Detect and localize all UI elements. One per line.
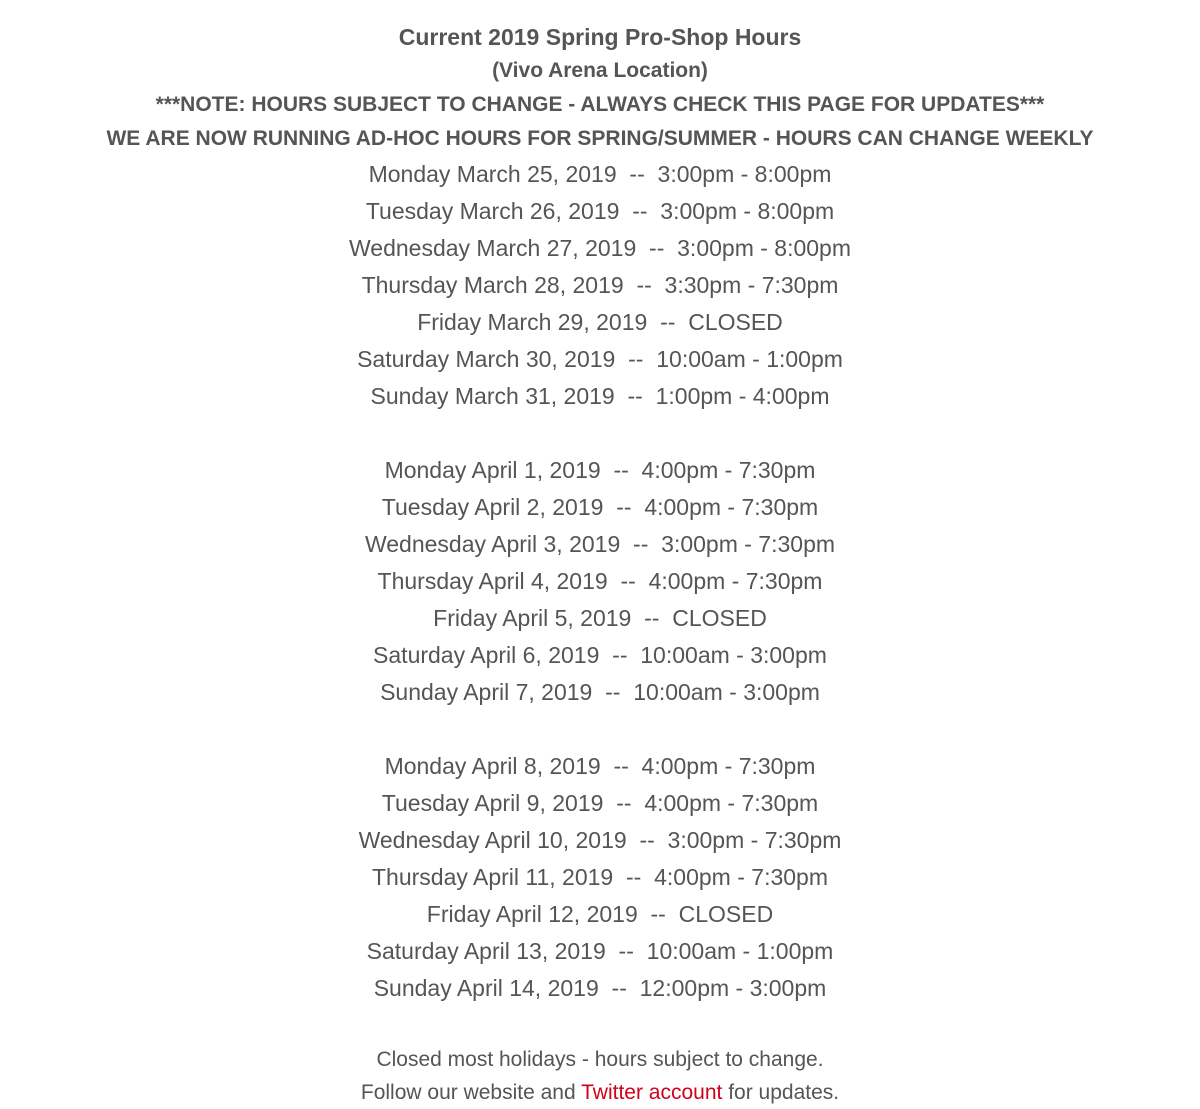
separator: -- xyxy=(636,272,652,298)
day-hours-row xyxy=(0,748,1200,785)
day-hours-row xyxy=(0,193,1200,230)
day-hours: 12:00pm - 3:00pm xyxy=(639,975,827,1001)
day-hours-row xyxy=(0,637,1200,674)
page-title: Current 2019 Spring Pro-Shop Hours xyxy=(398,24,802,50)
day-hours: 3:00pm - 7:30pm xyxy=(667,827,842,853)
day-hours-row xyxy=(0,341,1200,378)
day-hours-row xyxy=(0,230,1200,267)
separator: -- xyxy=(613,457,629,483)
day-hours-row xyxy=(0,785,1200,822)
day-date: Monday April 8, 2019 xyxy=(384,753,601,779)
day-hours: 4:00pm - 7:30pm xyxy=(648,568,823,594)
day-hours-row xyxy=(0,600,1200,637)
twitter-account-link[interactable]: Twitter account xyxy=(581,1081,723,1104)
week-block xyxy=(0,748,1200,1007)
separator: -- xyxy=(613,753,629,779)
separator: -- xyxy=(611,975,627,1001)
follow-text-before: Follow our website and xyxy=(360,1081,576,1104)
separator: -- xyxy=(650,901,666,927)
day-hours-row xyxy=(0,674,1200,711)
day-date: Monday March 25, 2019 xyxy=(368,161,617,187)
day-hours-row xyxy=(0,859,1200,896)
separator: -- xyxy=(627,383,643,409)
separator: -- xyxy=(632,198,648,224)
day-hours: 1:00pm - 4:00pm xyxy=(655,383,830,409)
location-subtitle: (Vivo Arena Location) xyxy=(492,59,708,82)
day-hours-row xyxy=(0,933,1200,970)
separator: -- xyxy=(618,938,634,964)
day-hours: 4:00pm - 7:30pm xyxy=(644,494,819,520)
day-date: Thursday April 4, 2019 xyxy=(377,568,608,594)
day-hours-row xyxy=(0,896,1200,933)
day-date: Saturday April 13, 2019 xyxy=(366,938,606,964)
adhoc-notice: WE ARE NOW RUNNING AD-HOC HOURS FOR SPRING/SUMMER - HOURS CAN CHANGE WEEKLY xyxy=(106,127,1094,150)
day-date: Friday April 5, 2019 xyxy=(433,605,632,631)
day-date: Tuesday April 2, 2019 xyxy=(381,494,604,520)
follow-notice xyxy=(0,1076,1200,1109)
day-hours-row xyxy=(0,378,1200,415)
separator: -- xyxy=(626,864,642,890)
separator: -- xyxy=(629,161,645,187)
day-hours: 3:00pm - 8:00pm xyxy=(657,161,832,187)
day-date: Thursday April 11, 2019 xyxy=(372,864,614,890)
day-date: Sunday April 7, 2019 xyxy=(380,679,593,705)
day-hours: 10:00am - 1:00pm xyxy=(646,938,834,964)
day-hours: 3:30pm - 7:30pm xyxy=(664,272,839,298)
hours-header xyxy=(0,0,1200,156)
day-date: Sunday April 14, 2019 xyxy=(373,975,599,1001)
day-hours: 4:00pm - 7:30pm xyxy=(644,790,819,816)
separator: -- xyxy=(633,531,649,557)
day-date: Sunday March 31, 2019 xyxy=(370,383,615,409)
day-hours: 3:00pm - 7:30pm xyxy=(661,531,836,557)
day-hours-row xyxy=(0,526,1200,563)
day-hours: 10:00am - 3:00pm xyxy=(640,642,827,668)
separator: -- xyxy=(620,568,636,594)
day-hours-row xyxy=(0,563,1200,600)
week-block xyxy=(0,452,1200,711)
day-hours: 4:00pm - 7:30pm xyxy=(654,864,828,890)
hours-schedule xyxy=(0,156,1200,1007)
separator: -- xyxy=(612,642,628,668)
day-hours: 3:00pm - 8:00pm xyxy=(677,235,852,261)
day-hours: 3:00pm - 8:00pm xyxy=(660,198,835,224)
separator: -- xyxy=(628,346,644,372)
day-date: Wednesday March 27, 2019 xyxy=(348,235,637,261)
day-hours: 10:00am - 1:00pm xyxy=(656,346,843,372)
day-hours-row xyxy=(0,452,1200,489)
day-hours-row xyxy=(0,156,1200,193)
hours-footer xyxy=(0,1043,1200,1109)
day-date: Monday April 1, 2019 xyxy=(384,457,601,483)
day-hours: 10:00am - 3:00pm xyxy=(633,679,820,705)
separator: -- xyxy=(605,679,621,705)
day-hours: CLOSED xyxy=(678,901,774,927)
day-date: Wednesday April 3, 2019 xyxy=(364,531,621,557)
day-hours-row xyxy=(0,822,1200,859)
day-date: Friday March 29, 2019 xyxy=(417,309,648,335)
week-block xyxy=(0,156,1200,415)
day-date: Saturday March 30, 2019 xyxy=(357,346,616,372)
day-date: Wednesday April 10, 2019 xyxy=(358,827,627,853)
separator: -- xyxy=(660,309,676,335)
day-date: Tuesday April 9, 2019 xyxy=(381,790,604,816)
day-hours: CLOSED xyxy=(688,309,783,335)
change-notice: ***NOTE: HOURS SUBJECT TO CHANGE - ALWAYS CHECK THIS PAGE FOR UPDATES*** xyxy=(155,93,1045,116)
day-hours: CLOSED xyxy=(672,605,767,631)
day-hours-row xyxy=(0,489,1200,526)
day-hours: 4:00pm - 7:30pm xyxy=(641,753,816,779)
day-date: Tuesday March 26, 2019 xyxy=(365,198,620,224)
day-date: Saturday April 6, 2019 xyxy=(373,642,600,668)
separator: -- xyxy=(649,235,665,261)
day-hours: 4:00pm - 7:30pm xyxy=(641,457,816,483)
separator: -- xyxy=(644,605,660,631)
separator: -- xyxy=(616,494,632,520)
day-date: Friday April 12, 2019 xyxy=(426,901,638,927)
holiday-notice: Closed most holidays - hours subject to change. xyxy=(376,1048,824,1071)
day-date: Thursday March 28, 2019 xyxy=(361,272,624,298)
day-hours-row xyxy=(0,970,1200,1007)
day-hours-row xyxy=(0,304,1200,341)
separator: -- xyxy=(639,827,655,853)
day-hours-row xyxy=(0,267,1200,304)
follow-text-after: for updates. xyxy=(728,1081,840,1104)
separator: -- xyxy=(616,790,632,816)
